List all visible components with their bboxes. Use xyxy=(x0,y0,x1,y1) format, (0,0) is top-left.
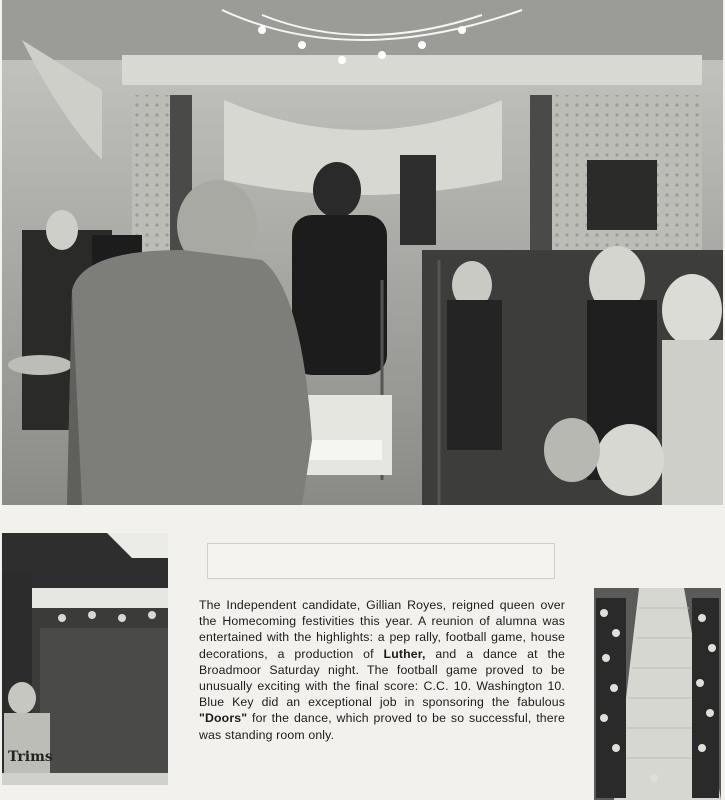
concert-photo-drawing xyxy=(2,0,723,505)
doors-band-name: "Doors" xyxy=(199,711,248,726)
float-sign-text: Trims xyxy=(8,749,53,765)
article-text-2: and a dance at the Broadmoor Saturday night. The football game proved to be unusually exciting with the final score: C.C. 10. Washington 10. Blue Key did an exceptional job in sponsoring the fabulous xyxy=(199,646,565,710)
caption-box xyxy=(207,543,555,579)
homecoming-article xyxy=(199,597,565,743)
football-crowd-drawing xyxy=(594,588,721,800)
luther-title: Luther, xyxy=(383,646,426,661)
article-text-3: for the dance, which proved to be so successful, there was standing room only. xyxy=(199,711,565,742)
house-decoration-drawing xyxy=(2,533,168,785)
house-decoration-photo xyxy=(2,533,168,785)
football-crowd-photo xyxy=(594,588,721,800)
concert-photo xyxy=(2,0,723,505)
article-text-1: The Independent candidate, Gillian Royes, reigned queen over the Homecoming festivities this year. A reunion of alumna was entertained with the highlights: a pep rally, football game, house decorations, a production of xyxy=(199,598,565,661)
